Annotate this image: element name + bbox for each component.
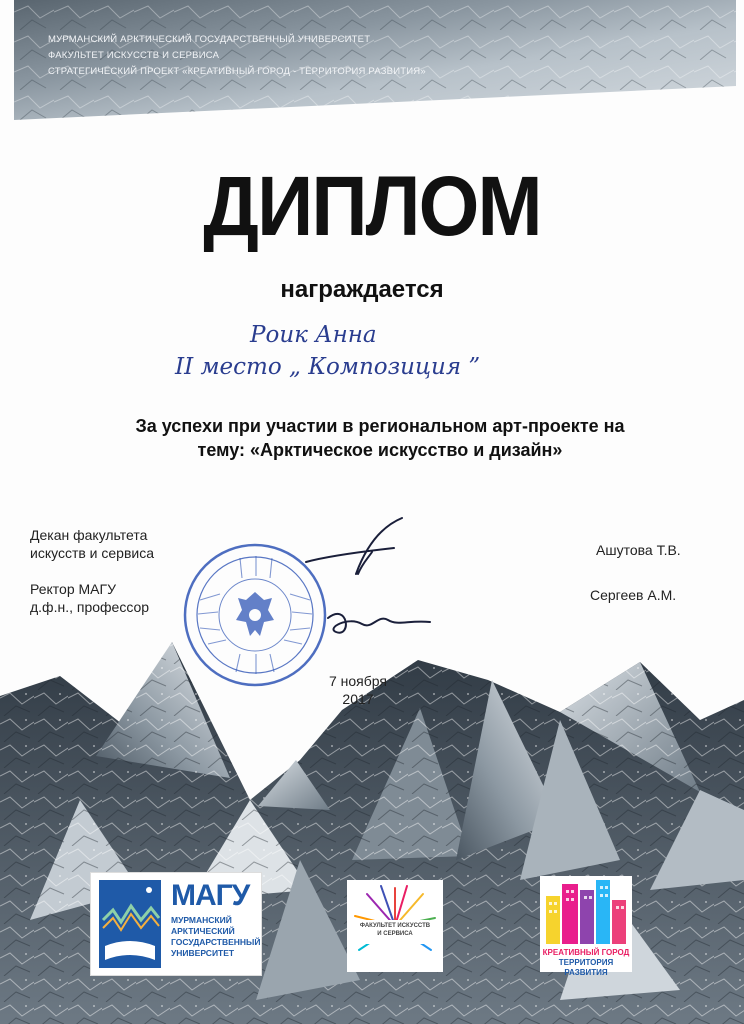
header-faculty: ФАКУЛЬТЕТ ИСКУССТВ И СЕРВИСА bbox=[48, 50, 220, 61]
magu-logo bbox=[90, 872, 262, 976]
dean-name: Ашутова Т.В. bbox=[596, 542, 681, 558]
header-project: СТРАТЕГИЧЕСКИЙ ПРОЕКТ «КРЕАТИВНЫЙ ГОРОД - ТЕРРИТОРИЯ РАЗВИТИЯ» bbox=[48, 66, 426, 77]
magu-name: МАГУ bbox=[171, 879, 250, 912]
award-reason bbox=[80, 414, 680, 462]
magu-sub4: УНИВЕРСИТЕТ bbox=[171, 948, 235, 958]
handwritten-place: II место „ Композиция ” bbox=[175, 354, 481, 380]
city-line2: ТЕРРИТОРИЯ РАЗВИТИЯ bbox=[558, 958, 614, 977]
magu-sub2: АРКТИЧЕСКИЙ bbox=[171, 926, 235, 936]
dean-signature bbox=[298, 512, 418, 592]
magu-sub1: МУРМАНСКИЙ bbox=[171, 915, 232, 925]
faculty-logo bbox=[347, 880, 443, 972]
dean-title-line2: искусств и сервиса bbox=[30, 545, 155, 561]
faculty-line2: И СЕРВИСА bbox=[377, 931, 413, 937]
rector-title-line2: д.ф.н., профессор bbox=[30, 599, 150, 615]
date-line1: 7 ноября bbox=[328, 673, 387, 689]
magu-subtitle bbox=[171, 915, 261, 959]
awarded-label: награждается bbox=[280, 276, 444, 303]
faculty-logo-text bbox=[347, 922, 443, 938]
rector-title bbox=[30, 580, 149, 616]
faculty-line1: ФАКУЛЬТЕТ ИСКУССТВ bbox=[359, 923, 431, 929]
diploma-title: ДИПЛОМ bbox=[203, 159, 541, 253]
header-band bbox=[14, 0, 736, 120]
rector-name: Сергеев А.М. bbox=[590, 587, 677, 603]
issue-date bbox=[326, 672, 390, 708]
city-buildings-icon bbox=[540, 876, 632, 946]
magu-sub3: ГОСУДАРСТВЕННЫЙ bbox=[171, 937, 261, 947]
rector-title-line1: Ректор МАГУ bbox=[30, 581, 116, 597]
header-university: МУРМАНСКИЙ АРКТИЧЕСКИЙ ГОСУДАРСТВЕННЫЙ УНИВЕРСИТЕТ bbox=[48, 34, 371, 45]
dean-title bbox=[30, 526, 154, 562]
magu-emblem-icon bbox=[95, 876, 165, 972]
creative-city-logo bbox=[540, 876, 632, 977]
reason-line2: тему: «Арктическое искусство и дизайн» bbox=[197, 440, 563, 460]
city-logo-text bbox=[540, 948, 632, 978]
city-line1: КРЕАТИВНЫЙ ГОРОД bbox=[542, 948, 630, 957]
date-line2: 2017 bbox=[342, 691, 374, 707]
handwritten-name: Роик Анна bbox=[250, 322, 377, 348]
reason-line1: За успехи при участии в региональном арт-проекте на bbox=[135, 416, 625, 436]
dean-title-line1: Декан факультета bbox=[30, 527, 148, 543]
rector-signature bbox=[318, 598, 438, 648]
